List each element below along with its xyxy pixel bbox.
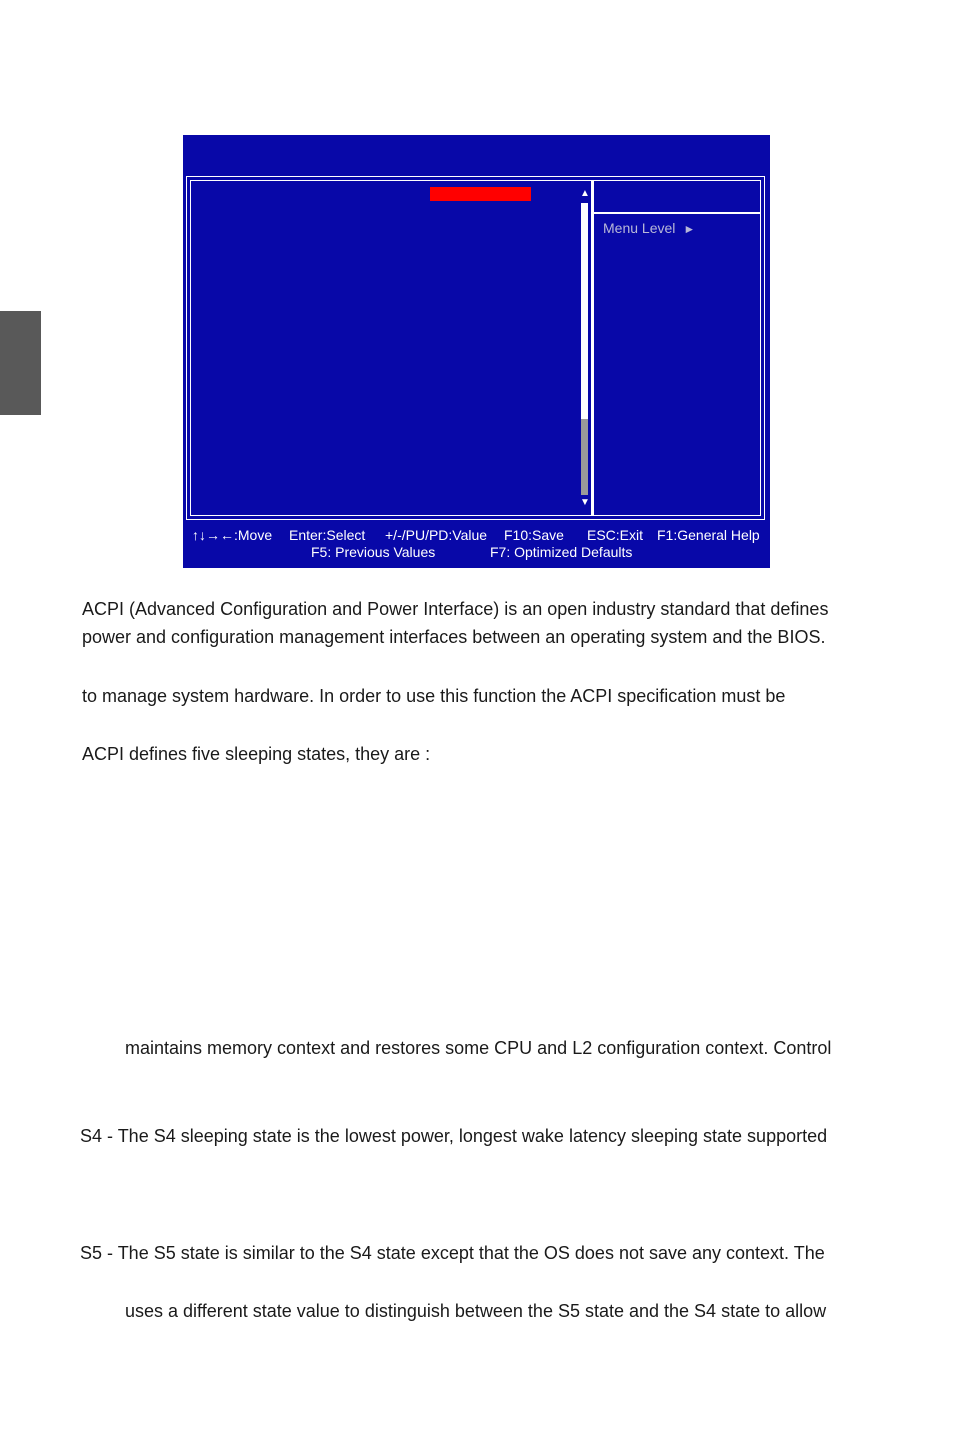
scroll-up-arrow-icon[interactable]: ▲ bbox=[580, 188, 590, 199]
key-value: +/-/PU/PD:Value bbox=[385, 527, 488, 543]
key-previous-values: F5: Previous Values bbox=[311, 544, 436, 560]
paragraph-s4-state: S4 - The S4 sleeping state is the lowest power, longest wake latency sleeping state supported bbox=[80, 1126, 828, 1146]
scrollbar-thumb[interactable] bbox=[581, 419, 588, 495]
menu-level-indicator bbox=[603, 220, 695, 237]
chapter-tab bbox=[0, 311, 41, 415]
paragraph-acpi-line-1: ACPI (Advanced Configuration and Power Interface) is an open industry standard that defines bbox=[82, 599, 829, 619]
bios-vertical-divider bbox=[591, 180, 594, 516]
bios-selected-item-highlight[interactable] bbox=[430, 187, 531, 201]
paragraph-s3-memory-context: maintains memory context and restores some CPU and L2 configuration context. Control bbox=[125, 1038, 832, 1058]
menu-level-arrow-icon: ► bbox=[683, 222, 696, 236]
paragraph-s5-state-line-1: S5 - The S5 state is similar to the S4 state except that the OS does not save any context. The bbox=[80, 1243, 825, 1263]
key-optimized-defaults: F7: Optimized Defaults bbox=[490, 544, 633, 560]
key-exit: ESC:Exit bbox=[587, 527, 644, 543]
paragraph-s5-state-line-2: uses a different state value to distinguish between the S5 state and the S4 state to allow bbox=[125, 1301, 827, 1321]
key-help: F1:General Help bbox=[657, 527, 760, 543]
key-save: F10:Save bbox=[504, 527, 564, 543]
bios-screenshot bbox=[183, 135, 770, 568]
paragraph-acpi-line-2: power and configuration management interfaces between an operating system and the BIOS. bbox=[82, 627, 826, 647]
paragraph-manage-hardware: to manage system hardware. In order to use this function the ACPI specification must be bbox=[82, 686, 786, 706]
key-move: ↑↓→←:Move bbox=[192, 527, 273, 543]
key-select: Enter:Select bbox=[289, 527, 366, 543]
menu-level-label: Menu Level bbox=[603, 220, 676, 236]
paragraph-sleeping-states-intro: ACPI defines five sleeping states, they are : bbox=[82, 744, 431, 764]
scroll-down-arrow-icon[interactable]: ▼ bbox=[580, 497, 590, 508]
bios-help-divider bbox=[594, 212, 761, 214]
